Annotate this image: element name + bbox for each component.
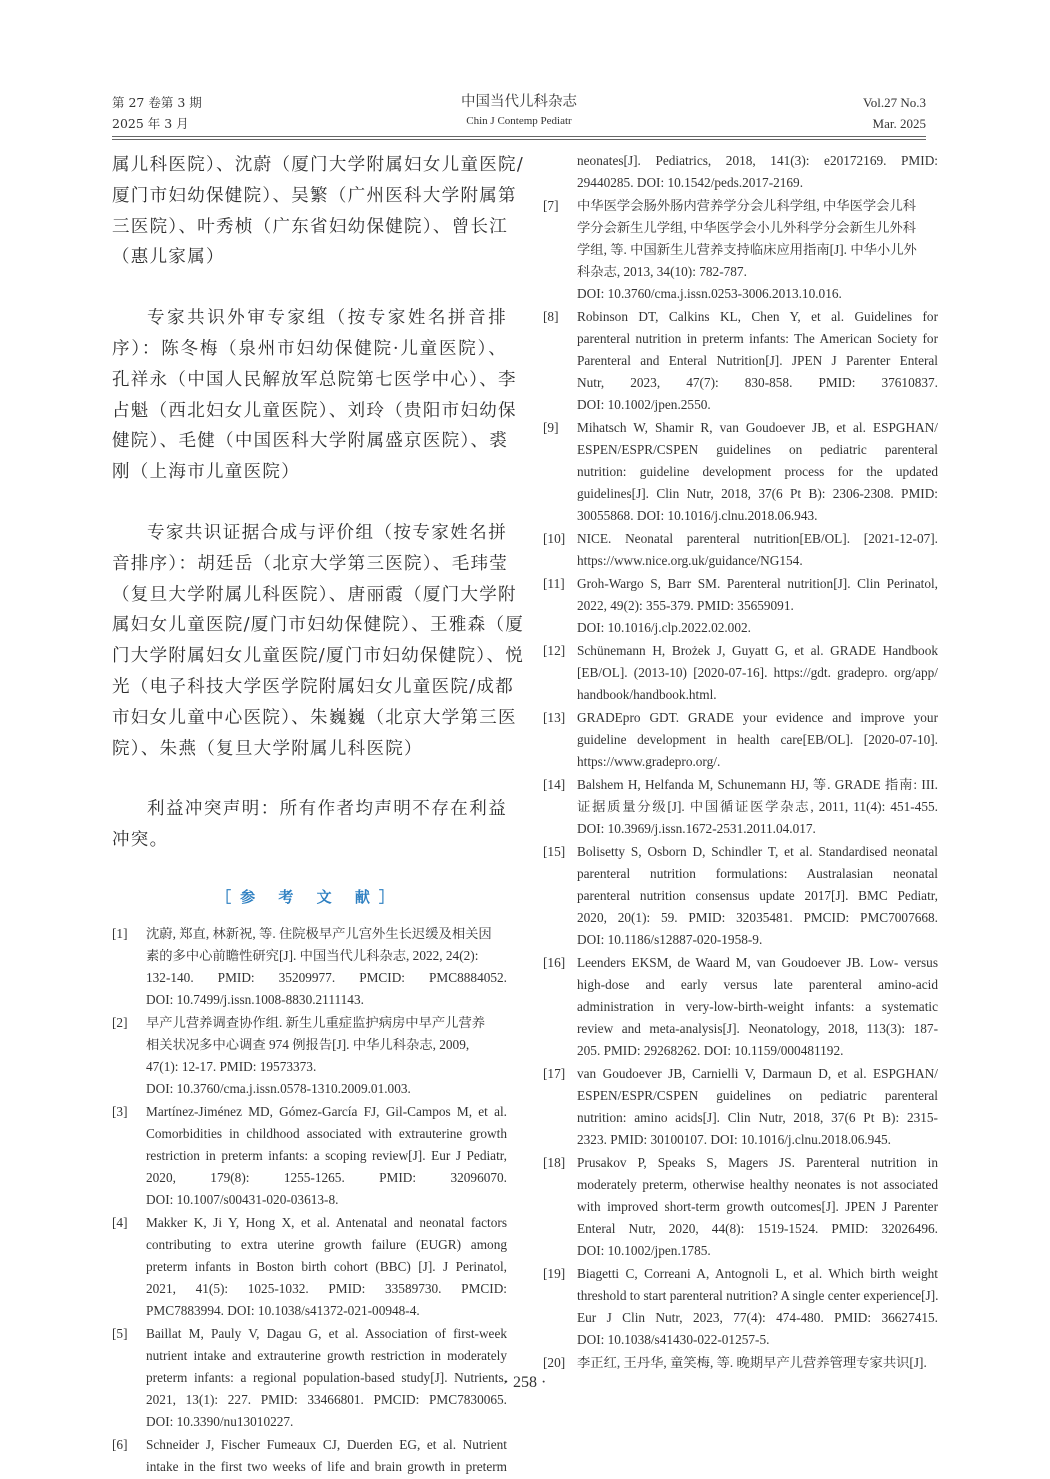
reference-line: Nutr, 2023, 47(7): 830-858. PMID: 37610837. bbox=[577, 375, 938, 390]
reference-line: van Goudoever JB, Carnielli V, Darmaun D, et al. ESPGHAN/ bbox=[577, 1066, 938, 1081]
reference-line: neonates[J]. Pediatrics, 2018, 141(3): e20172169. PMID: bbox=[577, 153, 938, 168]
reference-number: [16] bbox=[543, 955, 566, 970]
reference-number: [2] bbox=[112, 1014, 128, 1030]
reference-line: Schünemann H, Brożek J, Guyatt G, et al. GRADE Handbook bbox=[577, 643, 938, 658]
text-line: 专家共识证据合成与评价组（按专家姓名拼 bbox=[147, 522, 507, 543]
reference-line: 30055868. DOI: 10.1016/j.clnu.2018.06.943. bbox=[577, 508, 818, 523]
reference-line: intake in the first two weeks of life and brain growth in preterm bbox=[146, 1458, 507, 1474]
reference-number: [1] bbox=[112, 925, 128, 941]
header-rule-top bbox=[112, 136, 926, 137]
reference-line: threshold to start parenteral nutrition? A single center experience[J]. bbox=[577, 1288, 938, 1303]
reference-line: DOI: 10.3969/j.issn.1672-2531.2011.04.017. bbox=[577, 821, 816, 836]
text-line: 市妇女儿童中心医院）、朱巍巍（北京大学第三医 bbox=[112, 707, 517, 728]
reference-line: administration in very-low-birth-weight infants: a systematic bbox=[577, 999, 938, 1014]
reference-item bbox=[543, 150, 938, 194]
reference-number: [18] bbox=[543, 1155, 566, 1170]
reference-line: nutrition: guideline development process for the updated bbox=[577, 464, 938, 479]
reference-number: [10] bbox=[543, 531, 566, 546]
reference-line: Bolisetty S, Osborn D, Schindler T, et al. Standardised neonatal bbox=[577, 844, 938, 859]
reference-number: [5] bbox=[112, 1325, 128, 1341]
reference-line: Comorbidities in childhood associated with extrauterine growth bbox=[146, 1125, 507, 1141]
reference-item bbox=[543, 306, 938, 416]
reference-item bbox=[543, 952, 938, 1062]
reference-line: restriction in preterm infants: a scoping review[J]. Eur J Pediatr, bbox=[146, 1147, 507, 1163]
references-heading: ［参 考 文 献］ bbox=[216, 887, 403, 906]
text-line: 专家共识外审专家组（按专家姓名拼音排 bbox=[147, 308, 507, 329]
journal-title-en: Chin J Contemp Pediatr bbox=[466, 115, 572, 127]
reference-line: moderately preterm, otherwise healthy neonates is not associated bbox=[577, 1177, 938, 1192]
reference-line: contributing to extra uterine growth failure (EUGR) among bbox=[146, 1236, 507, 1252]
reference-item bbox=[112, 1434, 507, 1478]
paragraph-gap bbox=[112, 273, 507, 303]
reference-line: 素的多中心前瞻性研究[J]. 中国当代儿科杂志, 2022, 24(2): bbox=[146, 947, 479, 963]
reference-line: DOI: 10.1002/jpen.2550. bbox=[577, 397, 711, 412]
reference-line: Robinson DT, Calkins KL, Chen Y, et al. Guidelines for bbox=[577, 309, 938, 324]
reference-line: DOI: 10.3760/cma.j.issn.0253-3006.2013.10.016. bbox=[577, 286, 842, 301]
reference-number: [7] bbox=[543, 198, 559, 213]
reference-line: 李正红, 王丹华, 童笑梅, 等. 晚期早产儿营养管理专家共识[J]. bbox=[577, 1355, 927, 1370]
header-month-year: Mar. 2025 bbox=[872, 116, 926, 131]
reference-item bbox=[543, 640, 938, 706]
reference-item bbox=[112, 1101, 507, 1211]
page-number: · 258 · bbox=[503, 1374, 547, 1391]
text-line: 占魁（西北妇女儿童医院）、刘玲（贵阳市妇幼保 bbox=[112, 400, 517, 421]
external-review-group bbox=[112, 303, 517, 488]
reference-line: nutrient intake and extrauterine growth restriction in moderately bbox=[146, 1347, 507, 1363]
reference-line: DOI: 10.7499/j.issn.1008-8830.2111143. bbox=[146, 991, 364, 1007]
reference-item bbox=[543, 528, 938, 572]
running-header bbox=[112, 92, 926, 134]
reference-item bbox=[543, 417, 938, 527]
text-line: 音排序）：胡廷岳（北京大学第三医院）、毛玮莹 bbox=[112, 553, 509, 574]
reference-line: 2021, 41(5): 1025-1032. PMID: 33589730. PMCID: bbox=[146, 1280, 507, 1296]
reference-line: DOI: 10.3390/nu13010227. bbox=[146, 1413, 294, 1429]
reference-line: DOI: 10.1002/jpen.1785. bbox=[577, 1243, 711, 1258]
reference-number: [3] bbox=[112, 1103, 128, 1119]
reference-line: Balshem H, Helfanda M, Schunemann HJ, 等. GRADE 指南: III. bbox=[577, 777, 938, 792]
reference-line: Mihatsch W, Shamir R, van Goudoever JB, et al. ESPGHAN/ bbox=[577, 420, 938, 435]
reference-item bbox=[112, 923, 507, 1011]
header-volume-issue: 第 27 卷第 3 期 bbox=[112, 95, 202, 110]
text-line: 属儿科医院）、沈蔚（厦门大学附属妇女儿童医院/ bbox=[112, 155, 525, 175]
reference-line: 205. PMID: 29268262. DOI: 10.1159/000481192. bbox=[577, 1043, 844, 1058]
reference-number: [12] bbox=[543, 643, 566, 658]
reference-line: guideline development in health care[EB/OL]. [2020-07-10]. bbox=[577, 732, 938, 747]
reference-number: [11] bbox=[543, 576, 565, 591]
reference-number: [20] bbox=[543, 1355, 566, 1370]
reference-line: Parenteral and Enteral Nutrition[J]. JPEN J Parenter Enteral bbox=[577, 353, 938, 368]
text-line: 冲突。 bbox=[112, 830, 169, 851]
reference-line: Prusakov P, Speaks S, Magers JS. Parenteral nutrition in bbox=[577, 1155, 938, 1170]
reference-line: 47(1): 12-17. PMID: 19573373. bbox=[146, 1058, 317, 1074]
reference-line: 相关状况多中心调查 974 例报告[J]. 中华儿科杂志, 2009, bbox=[146, 1036, 470, 1052]
reference-line: Martínez-Jiménez MD, Gómez-García FJ, Gil-Campos M, et al. bbox=[146, 1103, 507, 1119]
reference-line: Leenders EKSM, de Waard M, van Goudoever JB. Low- versus bbox=[577, 955, 938, 970]
header-date: 2025 年 3 月 bbox=[112, 116, 189, 131]
reference-line: guidelines[J]. Clin Nutr, 2018, 37(6 Pt B): 2306-2308. PMID: bbox=[577, 486, 938, 501]
reference-item bbox=[543, 841, 938, 951]
reference-item bbox=[543, 573, 938, 639]
evidence-synthesis-group bbox=[112, 518, 525, 764]
text-line: （复旦大学附属儿科医院）、唐丽霞（厦门大学附 bbox=[112, 584, 517, 605]
reference-item bbox=[543, 774, 938, 840]
reference-line: DOI: 10.1038/s41430-022-01257-5. bbox=[577, 1332, 770, 1347]
reference-line: parenteral nutrition in preterm infants: The American Society for bbox=[577, 331, 938, 346]
reference-line: 沈蔚, 郑直, 林新祝, 等. 住院极早产儿宫外生长迟缓及相关因 bbox=[146, 925, 492, 941]
reference-line: with improved short-term growth outcomes[J]. JPEN J Parenter bbox=[577, 1199, 938, 1214]
paragraph-gap bbox=[112, 488, 507, 518]
reference-line: Groh-Wargo S, Barr SM. Parenteral nutrition[J]. Clin Perinatol, bbox=[577, 576, 938, 591]
reference-item bbox=[112, 1012, 507, 1100]
reference-line: GRADEpro GDT. GRADE your evidence and improve your bbox=[577, 710, 938, 725]
reference-line: 2022, 49(2): 355-379. PMID: 35659091. bbox=[577, 598, 794, 613]
reference-line: DOI: 10.3760/cma.j.issn.0578-1310.2009.01.003. bbox=[146, 1080, 411, 1096]
reference-line: Makker K, Ji Y, Hong X, et al. Antenatal and neonatal factors bbox=[146, 1214, 507, 1230]
reference-line: NICE. Neonatal parenteral nutrition[EB/OL]. [2021-12-07]. bbox=[577, 531, 938, 546]
reference-line: DOI: 10.1016/j.clp.2022.02.002. bbox=[577, 620, 751, 635]
reference-line: Enteral Nutr, 2020, 44(8): 1519-1524. PMID: 32026496. bbox=[577, 1221, 938, 1236]
text-line: 刚（上海市儿童医院） bbox=[112, 462, 300, 483]
reference-line: https://www.nice.org.uk/guidance/NG154. bbox=[577, 553, 803, 568]
reference-line: 学组, 等. 中国新生儿营养支持临床应用指南[J]. 中华小儿外 bbox=[577, 242, 917, 257]
reference-number: [13] bbox=[543, 710, 566, 725]
journal-title-cn: 中国当代儿科杂志 bbox=[461, 94, 577, 110]
reference-item bbox=[543, 707, 938, 773]
reference-line: 科杂志, 2013, 34(10): 782-787. bbox=[577, 264, 747, 279]
reference-line: DOI: 10.1186/s12887-020-1958-9. bbox=[577, 932, 763, 947]
header-right bbox=[863, 92, 926, 134]
reference-item bbox=[112, 1212, 507, 1322]
reference-line: 2021, 13(1): 227. PMID: 33466801. PMCID: PMC7830065. bbox=[146, 1391, 507, 1407]
text-line: （惠儿家属） bbox=[112, 247, 225, 268]
reference-number: [4] bbox=[112, 1214, 128, 1230]
header-vol-no: Vol.27 No.3 bbox=[863, 95, 926, 110]
reference-list-left bbox=[112, 923, 507, 1478]
reference-line: 2020, 179(8): 1255-1265. PMID: 32096070. bbox=[146, 1169, 507, 1185]
reference-number: [17] bbox=[543, 1066, 566, 1081]
reference-line: Biagetti C, Correani A, Antognoli L, et al. Which birth weight bbox=[577, 1266, 938, 1281]
reference-line: review and meta-analysis[J]. Neonatology, 2018, 113(3): 187- bbox=[577, 1021, 938, 1036]
reference-number: [6] bbox=[112, 1436, 128, 1452]
text-line: 孔祥永（中国人民解放军总院第七医学中心）、李 bbox=[112, 369, 517, 390]
reference-line: nutrition: amino acids[J]. Clin Nutr, 2018, 37(6 Pt B): 2315- bbox=[577, 1110, 938, 1125]
paragraph-gap bbox=[112, 764, 507, 794]
reference-line: 2323. PMID: 30100107. DOI: 10.1016/j.clnu.2018.06.945. bbox=[577, 1132, 891, 1147]
reference-item bbox=[543, 1152, 938, 1262]
reference-number: [14] bbox=[543, 777, 566, 792]
text-line: 健院）、毛健（中国医科大学附属盛京医院）、裘 bbox=[112, 431, 509, 452]
text-line: 厦门市妇幼保健院）、吴繁（广州医科大学附属第 bbox=[112, 185, 517, 206]
reference-number: [19] bbox=[543, 1266, 566, 1281]
reference-line: handbook/handbook.html. bbox=[577, 687, 717, 702]
reference-line: preterm infants in Boston birth cohort (BBC) [J]. J Perinatol, bbox=[146, 1258, 507, 1274]
reference-line: PMC7883994. DOI: 10.1038/s41372-021-00948-4. bbox=[146, 1302, 420, 1318]
text-line: 属妇女儿童医院/厦门市妇幼保健院）、王雅森（厦 bbox=[112, 615, 525, 636]
right-column bbox=[543, 150, 938, 1375]
reference-line: DOI: 10.1007/s00431-020-03613-8. bbox=[146, 1191, 339, 1207]
reference-line: 29440285. DOI: 10.1542/peds.2017-2169. bbox=[577, 175, 804, 190]
reference-line: ESPEN/ESPR/CSPEN guidelines on pediatric parenteral bbox=[577, 1088, 938, 1103]
reference-line: 中华医学会肠外肠内营养学分会儿科学组, 中华医学会儿科 bbox=[577, 198, 917, 213]
reference-item bbox=[543, 1352, 938, 1374]
reference-line: high-dose and early versus late parenteral amino-acid bbox=[577, 977, 938, 992]
reference-line: https://www.gradepro.org/. bbox=[577, 754, 721, 769]
reference-line: ESPEN/ESPR/CSPEN guidelines on pediatric parenteral bbox=[577, 442, 938, 457]
reference-line: [EB/OL]. (2013-10) [2020-07-16]. https://gdt. gradepro. org/app/ bbox=[577, 665, 938, 680]
reference-line: preterm infants: a regional population-based study[J]. Nutrients, bbox=[146, 1369, 507, 1385]
text-line: 光（电子科技大学医学院附属妇女儿童医院/成都 bbox=[112, 676, 514, 697]
reference-list-right bbox=[543, 150, 938, 1374]
reference-line: Baillat M, Pauly V, Dagau G, et al. Association of first-week bbox=[146, 1325, 507, 1341]
reference-line: Eur J Clin Nutr, 2023, 77(4): 474-480. PMID: 36627415. bbox=[577, 1310, 938, 1325]
header-rule-bottom bbox=[112, 139, 926, 140]
reference-item bbox=[543, 1263, 938, 1351]
reference-line: 证据质量分级[J]. 中国循证医学杂志, 2011, 11(4): 451-455. bbox=[577, 799, 938, 814]
conflict-of-interest-statement bbox=[112, 794, 507, 856]
reference-line: 132-140. PMID: 35209977. PMCID: PMC8884052. bbox=[146, 969, 507, 985]
reference-line: parenteral nutrition formulations: Australasian neonatal bbox=[577, 866, 938, 881]
expert-list-continued bbox=[112, 150, 525, 273]
reference-item bbox=[543, 1063, 938, 1151]
text-line: 院）、朱燕（复旦大学附属儿科医院） bbox=[112, 738, 423, 759]
reference-number: [9] bbox=[543, 420, 559, 435]
reference-number: [15] bbox=[543, 844, 566, 859]
reference-line: Schneider J, Fischer Fumeaux CJ, Duerden EG, et al. Nutrient bbox=[146, 1436, 507, 1452]
reference-line: 2020, 20(1): 59. PMID: 32035481. PMCID: PMC7007668. bbox=[577, 910, 938, 925]
reference-number: [8] bbox=[543, 309, 559, 324]
reference-line: 早产儿营养调查协作组. 新生儿重症监护病房中早产儿营养 bbox=[146, 1014, 486, 1030]
text-line: 三医院）、叶秀桢（广东省妇幼保健院）、曾长江 bbox=[112, 216, 509, 237]
reference-line: 学分会新生儿学组, 中华医学会小儿外科学分会新生儿外科 bbox=[577, 220, 917, 235]
text-line: 序）：陈冬梅（泉州市妇幼保健院·儿童医院）、 bbox=[112, 338, 507, 359]
text-line: 利益冲突声明：所有作者均声明不存在利益 bbox=[147, 799, 507, 820]
reference-line: parenteral nutrition consensus update 2017[J]. BMC Pediatr, bbox=[577, 888, 938, 903]
reference-item bbox=[543, 195, 938, 305]
text-line: 门大学附属妇女儿童医院/厦门市妇幼保健院）、悦 bbox=[112, 646, 525, 667]
header-center bbox=[112, 92, 926, 130]
